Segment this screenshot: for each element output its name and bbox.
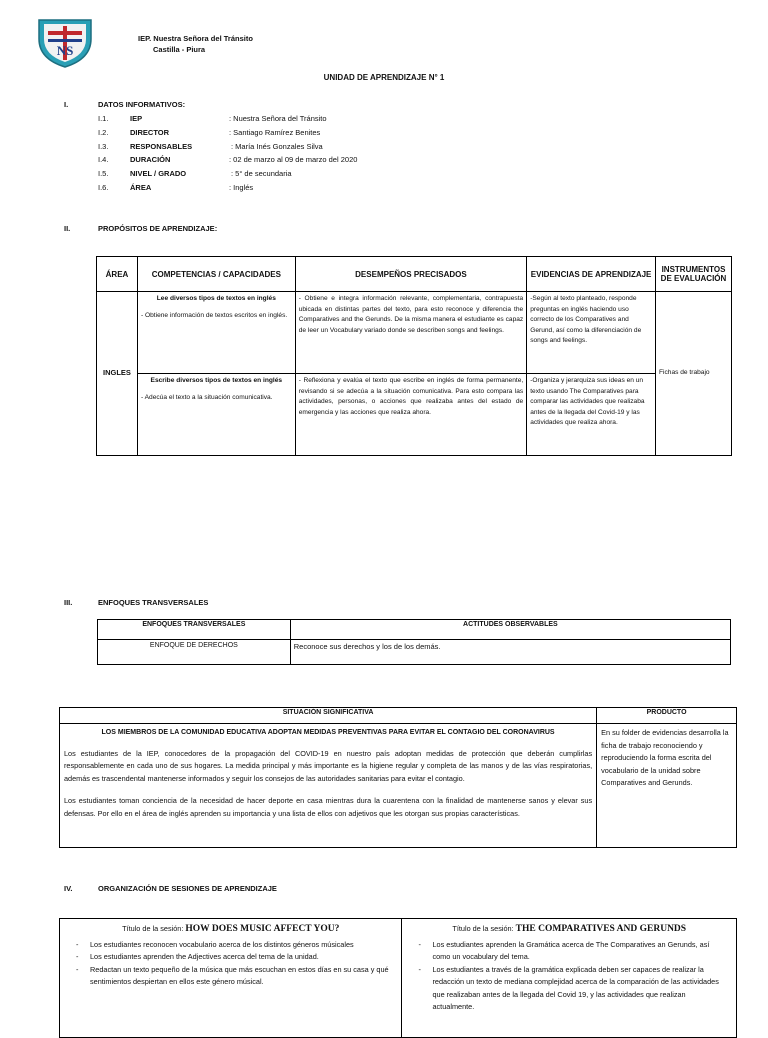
area-cell: INGLES [97,292,138,456]
section-title: ENFOQUES TRANSVERSALES [98,598,209,607]
capacity-text: - Obtiene información de textos escritos en inglés. [140,311,288,319]
section-title: ORGANIZACIÓN DE SESIONES DE APRENDIZAJE [98,884,277,893]
info-value: : 5° de secundaria [231,169,292,178]
info-number: I.1. [98,114,109,123]
table-row [98,640,731,665]
info-number: I.4. [98,155,109,164]
school-logo [35,17,95,69]
list-item: - Los estudiantes reconocen vocabulario acerca de los distintos géneros músicales [90,939,393,952]
attitude-cell: Reconoce sus derechos y los de los demás. [290,640,730,665]
session-title-label: Título de la sesión: [452,924,514,933]
section-4-heading [0,884,768,896]
session-cell [402,919,737,1038]
section-2-heading [0,224,768,236]
info-number: I.2. [98,128,109,137]
section-3-heading [0,598,768,610]
list-item: - Los estudiantes a través de la gramática explicada deben ser capaces de realizar la redacción un texto de mediana complejidad acerca de la comparación de las actividades que realizaban antes de la llegada del Covid 19, y las actividades que realizan actualmente. [432,964,728,1014]
table-header-row [98,620,731,640]
section-number: III. [64,598,73,607]
session-title-label: Título de la sesión: [122,924,184,933]
info-number: I.3. [98,142,109,151]
column-header: INSTRUMENTOS DE EVALUACIÓN [656,257,732,292]
competence-title: Escribe diversos tipos de textos en inglés [150,377,283,384]
info-key: DURACIÓN [130,155,171,164]
table-row [60,919,737,1038]
info-value: : Inglés [229,183,254,192]
column-header: DESEMPEÑOS PRECISADOS [295,257,527,292]
situation-paragraph: Los estudiantes de la IEP, conocedores de la propagación del COVID-19 en nuestro país adoptan medidas de protección que deberán cumplirlas responsablemente en cada uno de sus hogares. La medida principal y más importante es la higiene regular y completa de las manos y de las vías respiratorias, además es trascendental mantenerse informados y seguir los consejos de las autoridades sanitarias para evitar el contagio. [64,748,593,783]
table-row [97,292,732,374]
situation-heading: LOS MIEMBROS DE LA COMUNIDAD EDUCATIVA ADOPTAN MEDIDAS PREVENTIVAS PARA EVITAR EL CONTAGIO DEL CORONAVIRUS [101,729,555,736]
info-key: IEP [130,114,143,123]
school-name: IEP. Nuestra Señora del Tránsito [138,34,253,43]
session-list [68,939,393,989]
column-header: ENFOQUES TRANSVERSALES [98,620,291,640]
evidence-cell: -Según al texto planteado, responde preguntas en inglés haciendo uso correcto de los Comparatives and Gerund, así como la diferenciación de songs and feelings. [527,292,656,374]
list-item: - Los estudiantes aprenden the Adjectives acerca del tema de la unidad. [90,951,393,964]
info-number: I.6. [98,183,109,192]
section-1-heading [0,100,768,112]
info-number: I.5. [98,169,109,178]
performance-cell: - Obtiene e integra información relevante, complementaria, contrapuesta ubicada en distintas partes del texto, para esto reconoce y diferencia the Comparatives and the Gerunds. De la misma manera el estudiante es capaz de leer un Vocabulary variado donde se describen songs and feelings. [295,292,527,374]
info-key: NIVEL / GRADO [130,169,187,178]
section-number: II. [64,224,71,233]
school-location: Castilla - Piura [153,45,206,54]
info-value: : Nuestra Señora del Tránsito [229,114,327,123]
sessions-table [59,918,737,1038]
list-item: - Redactan un texto pequeño de la música que más escuchan en estos días en su casa y qué sentimientos despiertan en ellos este género músical. [90,964,393,989]
approach-cell: ENFOQUE DE DERECHOS [98,640,291,665]
session-title-text: THE COMPARATIVES AND GERUNDS [515,924,687,934]
column-header: ACTITUDES OBSERVABLES [290,620,730,640]
session-title [410,923,728,936]
section-title: PROPÓSITOS DE APRENDIZAJE: [98,224,218,233]
column-header: PRODUCTO [597,708,737,724]
column-header: COMPETENCIAS / CAPACIDADES [137,257,295,292]
info-value: : María Inés Gonzales Silva [231,142,323,151]
table-header-row [60,708,737,724]
column-header: ÁREA [97,257,138,292]
session-title-text: HOW DOES MUSIC AFFECT YOU? [185,924,340,934]
info-key: ÁREA [130,183,152,192]
product-cell: En su folder de evidencias desarrolla la ficha de trabajo reconociendo y reproduciendo la forma escrita del vocabulario de la unidad sobre Comparatives and Gerunds. [597,724,737,848]
svg-text:NS: NS [56,43,74,58]
competence-title: Lee diversos tipos de textos en inglés [156,295,276,302]
column-header: EVIDENCIAS DE APRENDIZAJE [527,257,656,292]
session-title [68,923,393,936]
transversal-approaches-table [97,619,731,665]
column-header: SITUACIÓN SIGNIFICATIVA [60,708,597,724]
section-title: DATOS INFORMATIVOS: [98,100,186,109]
session-list [410,939,728,1014]
performance-cell: - Reflexiona y evalúa el texto que escribe en inglés de forma permanente, revisando si se adecúa a la situación comunicativa. Para esto compara las actividades, personas, o acciones que realizaba antes del estado de emergencia y las acciones que realiza ahora. [295,374,527,456]
competence-cell [137,292,295,374]
evidence-cell: -Organiza y jerarquiza sus ideas en un texto usando The Comparatives para comparar las actividades que realizaba antes de la llegada del Covid-19 y las actividades que realiza ahora. [527,374,656,456]
table-row [97,374,732,456]
info-value: : 02 de marzo al 09 de marzo del 2020 [229,155,358,164]
school-header [138,33,253,55]
competence-cell [137,374,295,456]
session-cell [60,919,402,1038]
significant-situation-table [59,707,737,848]
document-title: UNIDAD DE APRENDIZAJE N° 1 [323,73,445,82]
instrument-cell: Fichas de trabajo [656,292,732,456]
capacity-text: - Adecúa el texto a la situación comunicativa. [140,393,273,401]
situation-cell [60,724,597,848]
table-row [60,724,737,848]
learning-purposes-table [96,256,732,456]
info-value: : Santiago Ramírez Benites [229,128,321,137]
section-number: I. [64,100,69,109]
section-number: IV. [64,884,73,893]
table-header-row [97,257,732,292]
situation-paragraph: Los estudiantes toman conciencia de la necesidad de hacer deporte en casa mientras dura la cuarentena con la finalidad de mantenerse sanos y elevar sus defensas. Por ello en el área de inglés aprenden su importancia y una lista de ellos con adjetivos que les otorgan sus propias características. [64,796,593,818]
info-key: RESPONSABLES [130,142,193,151]
info-key: DIRECTOR [130,128,170,137]
list-item: - Los estudiantes aprenden la Gramática acerca de The Comparatives an Gerunds, así como un vocabulary del tema. [432,939,728,964]
